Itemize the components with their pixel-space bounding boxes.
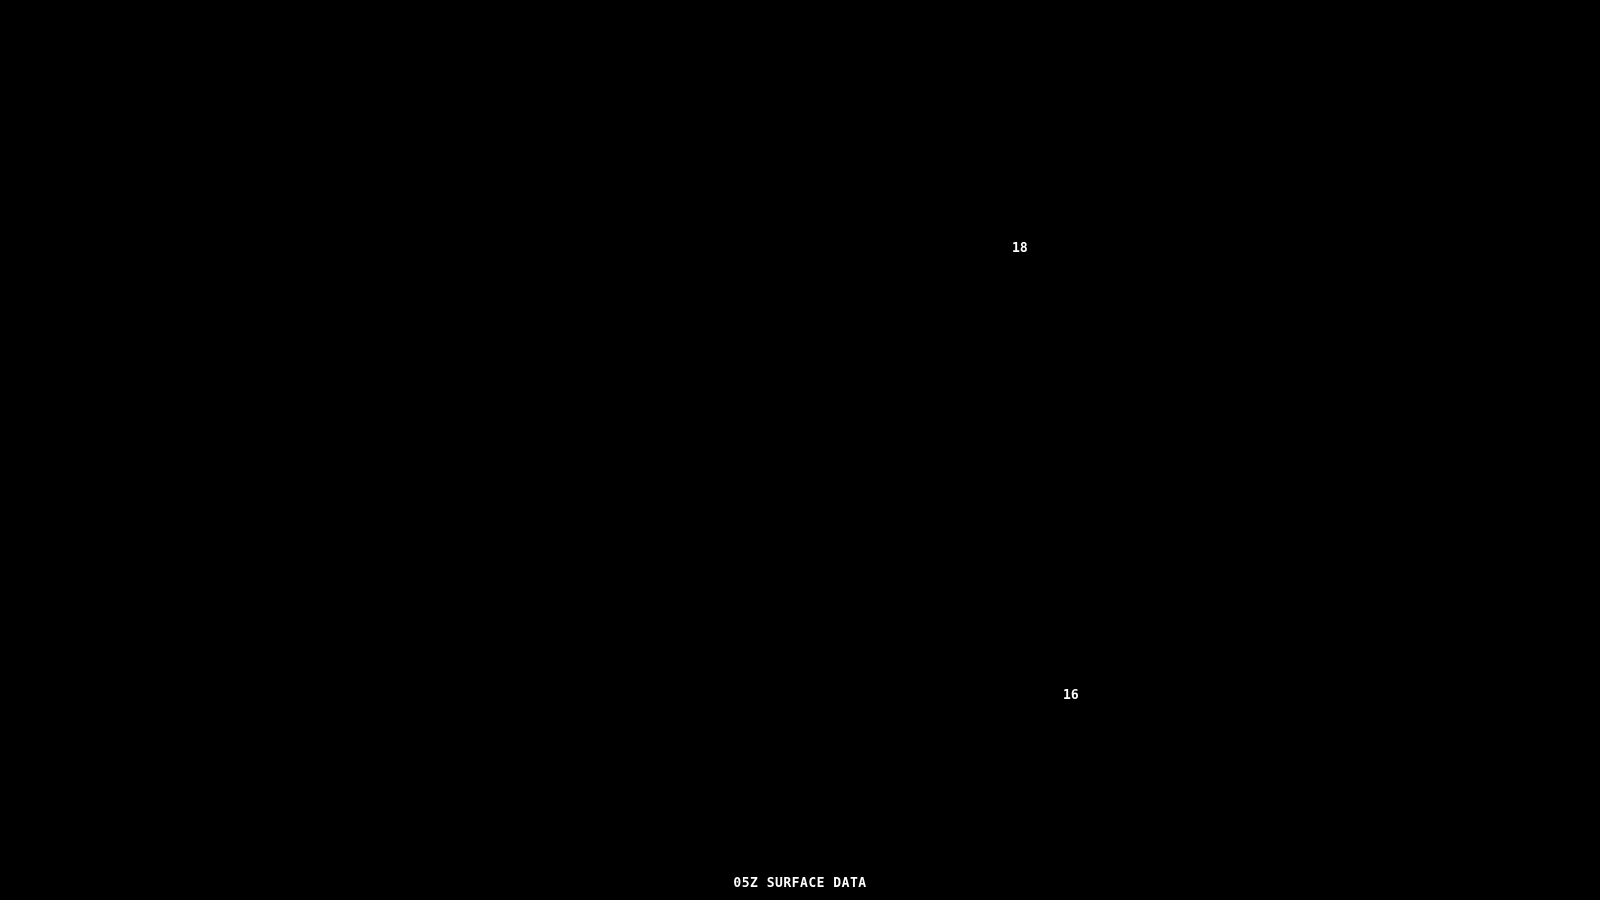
station-value: 18 bbox=[1012, 241, 1028, 256]
plot-title: 05Z SURFACE DATA bbox=[733, 876, 867, 891]
station-value: 16 bbox=[1063, 688, 1079, 703]
